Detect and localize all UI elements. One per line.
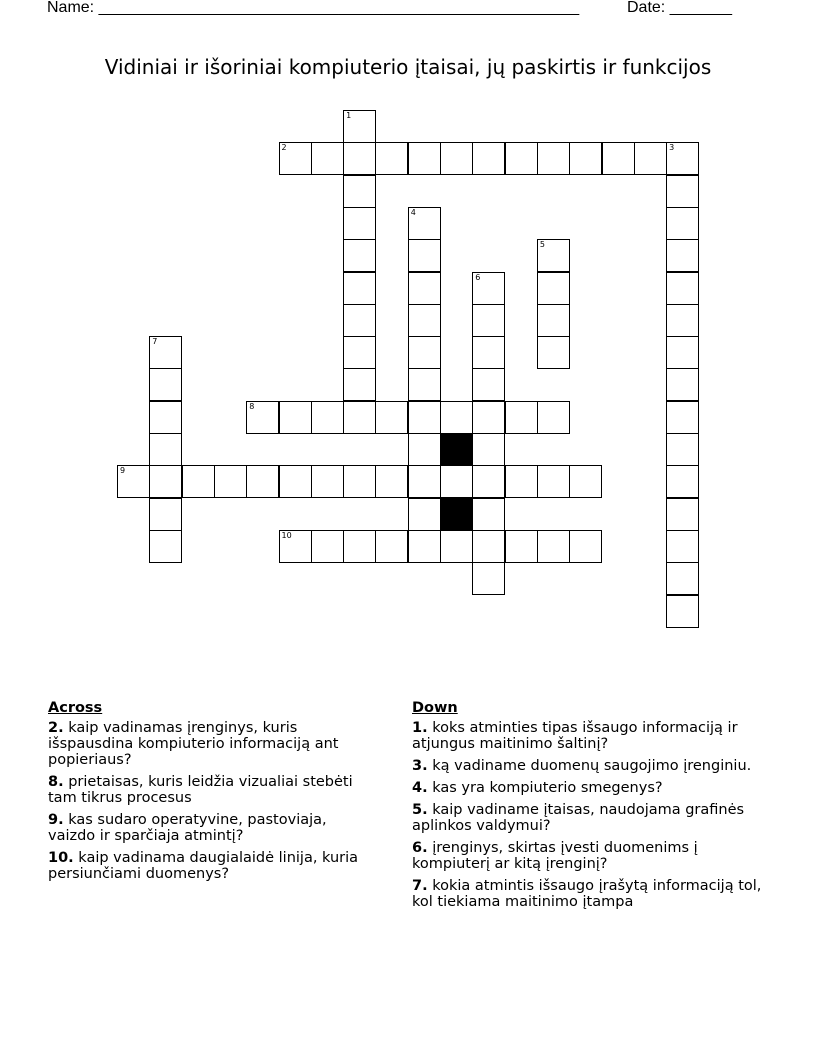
grid-cell[interactable] [149, 530, 182, 563]
grid-cell[interactable] [408, 304, 441, 337]
grid-cell[interactable] [666, 562, 699, 595]
grid-cell[interactable] [408, 368, 441, 401]
clue-across-9 [48, 812, 378, 844]
clue-down-7 [412, 878, 762, 910]
grid-cell[interactable] [343, 207, 376, 240]
name-field-label: Name: ______________________________________________________ [47, 0, 580, 16]
grid-cell[interactable] [408, 530, 441, 563]
grid-cell[interactable] [246, 401, 279, 434]
grid-cell[interactable] [505, 465, 538, 498]
grid-cell[interactable] [666, 433, 699, 466]
grid-cell[interactable] [214, 465, 247, 498]
clue-across-8 [48, 774, 378, 806]
clue-number: 7. [412, 878, 428, 894]
grid-cell[interactable] [408, 207, 441, 240]
grid-cell[interactable] [537, 530, 570, 563]
grid-cell[interactable] [149, 368, 182, 401]
down-clues [412, 700, 762, 916]
grid-cell[interactable] [311, 465, 344, 498]
grid-black-cell [440, 433, 473, 466]
grid-cell[interactable] [505, 401, 538, 434]
clue-number: 6. [412, 840, 428, 856]
grid-cell[interactable] [666, 304, 699, 337]
grid-cell[interactable] [537, 142, 570, 175]
down-heading: Down [412, 700, 458, 716]
grid-cell[interactable] [279, 142, 312, 175]
clue-down-6 [412, 840, 762, 872]
clue-text: ką vadiname duomenų saugojimo įrenginiu. [432, 758, 752, 774]
across-clues [48, 700, 378, 888]
grid-cell[interactable] [408, 401, 441, 434]
grid-cell[interactable] [182, 465, 215, 498]
grid-cell[interactable] [343, 175, 376, 208]
grid-black-cell [440, 498, 473, 531]
clue-down-5 [412, 802, 762, 834]
grid-cell[interactable] [149, 401, 182, 434]
grid-cell[interactable] [666, 595, 699, 628]
clue-text: įrenginys, skirtas įvesti duomenims į kompiuterį ar kitą įrenginį? [412, 840, 698, 872]
grid-cell[interactable] [666, 530, 699, 563]
clue-text: kokia atmintis išsaugo įrašytą informaciją tol, kol tiekiama maitinimo įtampa [412, 878, 762, 910]
grid-cell[interactable] [343, 110, 376, 143]
clue-across-10 [48, 850, 378, 882]
grid-cell[interactable] [666, 175, 699, 208]
clue-text: kas yra kompiuterio smegenys? [432, 780, 663, 796]
grid-cell[interactable] [666, 498, 699, 531]
grid-cell[interactable] [666, 207, 699, 240]
grid-cell[interactable] [149, 465, 182, 498]
grid-cell[interactable] [408, 465, 441, 498]
grid-cell[interactable] [569, 465, 602, 498]
grid-cell[interactable] [666, 272, 699, 305]
grid-cell[interactable] [343, 368, 376, 401]
clue-number: 10. [48, 850, 74, 866]
grid-cell[interactable] [472, 498, 505, 531]
date-field-label: Date: _______ [627, 0, 732, 16]
grid-cell[interactable] [117, 465, 150, 498]
grid-cell[interactable] [246, 465, 279, 498]
grid-cell[interactable] [472, 272, 505, 305]
grid-cell[interactable] [440, 142, 473, 175]
clue-number: 5. [412, 802, 428, 818]
cell-number: 8 [249, 401, 255, 411]
grid-cell[interactable] [666, 368, 699, 401]
grid-cell[interactable] [537, 336, 570, 369]
grid-cell[interactable] [472, 562, 505, 595]
grid-cell[interactable] [343, 272, 376, 305]
grid-cell[interactable] [602, 142, 635, 175]
grid-cell[interactable] [311, 142, 344, 175]
clue-down-4 [412, 780, 762, 796]
cell-number: 2 [281, 143, 287, 153]
grid-cell[interactable] [472, 401, 505, 434]
grid-cell[interactable] [440, 401, 473, 434]
grid-cell[interactable] [375, 142, 408, 175]
clue-down-1 [412, 720, 762, 752]
grid-cell[interactable] [279, 530, 312, 563]
across-heading: Across [48, 700, 103, 716]
clue-text: kas sudaro operatyvine, pastoviaja, vaizdo ir sparčiaja atmintį? [48, 812, 327, 844]
grid-cell[interactable] [472, 304, 505, 337]
grid-cell[interactable] [472, 336, 505, 369]
clue-number: 4. [412, 780, 428, 796]
grid-cell[interactable] [343, 304, 376, 337]
grid-cell[interactable] [408, 272, 441, 305]
cell-number: 6 [475, 272, 481, 282]
grid-cell[interactable] [472, 368, 505, 401]
grid-cell[interactable] [472, 530, 505, 563]
clue-text: prietaisas, kuris leidžia vizualiai stebėti tam tikrus procesus [48, 774, 353, 806]
clue-number: 2. [48, 720, 64, 736]
grid-cell[interactable] [149, 433, 182, 466]
grid-cell[interactable] [666, 142, 699, 175]
clue-text: kaip vadinama daugialaidė linija, kuria persiunčiami duomenys? [48, 850, 359, 882]
grid-cell[interactable] [537, 401, 570, 434]
clue-down-3 [412, 758, 762, 774]
grid-cell[interactable] [311, 401, 344, 434]
grid-cell[interactable] [537, 465, 570, 498]
cell-number: 1 [346, 111, 352, 120]
grid-cell[interactable] [343, 465, 376, 498]
grid-cell[interactable] [408, 433, 441, 466]
grid-cell[interactable] [408, 239, 441, 272]
clue-text: koks atminties tipas išsaugo informaciją ir atjungus maitinimo šaltinį? [412, 720, 738, 752]
grid-cell[interactable] [343, 530, 376, 563]
grid-cell[interactable] [666, 336, 699, 369]
grid-cell[interactable] [408, 336, 441, 369]
cell-number: 7 [152, 337, 158, 347]
clue-text: kaip vadiname įtaisas, naudojama grafinės aplinkos valdymui? [412, 802, 745, 834]
grid-cell[interactable] [279, 465, 312, 498]
grid-cell[interactable] [408, 498, 441, 531]
grid-cell[interactable] [569, 530, 602, 563]
grid-cell[interactable] [472, 142, 505, 175]
grid-cell[interactable] [149, 336, 182, 369]
cell-number: 3 [669, 143, 675, 153]
grid-cell[interactable] [408, 142, 441, 175]
cell-number: 4 [410, 207, 416, 217]
cell-number: 10 [281, 530, 292, 540]
grid-cell[interactable] [149, 498, 182, 531]
clue-across-2 [48, 720, 378, 768]
grid-cell[interactable] [537, 272, 570, 305]
grid-cell[interactable] [666, 401, 699, 434]
grid-cell[interactable] [343, 239, 376, 272]
clue-text: kaip vadinamas įrenginys, kuris išspausdina kompiuterio informaciją ant popieriaus? [48, 720, 339, 768]
grid-cell[interactable] [666, 465, 699, 498]
grid-cell[interactable] [472, 465, 505, 498]
grid-cell[interactable] [375, 530, 408, 563]
clue-number: 9. [48, 812, 64, 828]
grid-cell[interactable] [537, 239, 570, 272]
grid-cell[interactable] [634, 142, 667, 175]
grid-cell[interactable] [375, 401, 408, 434]
grid-cell[interactable] [537, 304, 570, 337]
grid-cell[interactable] [279, 401, 312, 434]
grid-cell[interactable] [505, 142, 538, 175]
clue-number: 3. [412, 758, 428, 774]
grid-cell[interactable] [440, 530, 473, 563]
grid-cell[interactable] [472, 433, 505, 466]
grid-cell[interactable] [666, 239, 699, 272]
page-title: Vidiniai ir išoriniai kompiuterio įtaisai, jų paskirtis ir funkcijos [104, 55, 712, 79]
grid-cell[interactable] [343, 336, 376, 369]
grid-cell[interactable] [505, 530, 538, 563]
cell-number: 9 [120, 466, 126, 476]
clue-number: 1. [412, 720, 428, 736]
cell-number: 5 [539, 240, 545, 250]
grid-cell[interactable] [311, 530, 344, 563]
grid-cell[interactable] [440, 465, 473, 498]
grid-cell[interactable] [343, 142, 376, 175]
grid-cell[interactable] [343, 401, 376, 434]
grid-cell[interactable] [569, 142, 602, 175]
clue-number: 8. [48, 774, 64, 790]
grid-cell[interactable] [375, 465, 408, 498]
